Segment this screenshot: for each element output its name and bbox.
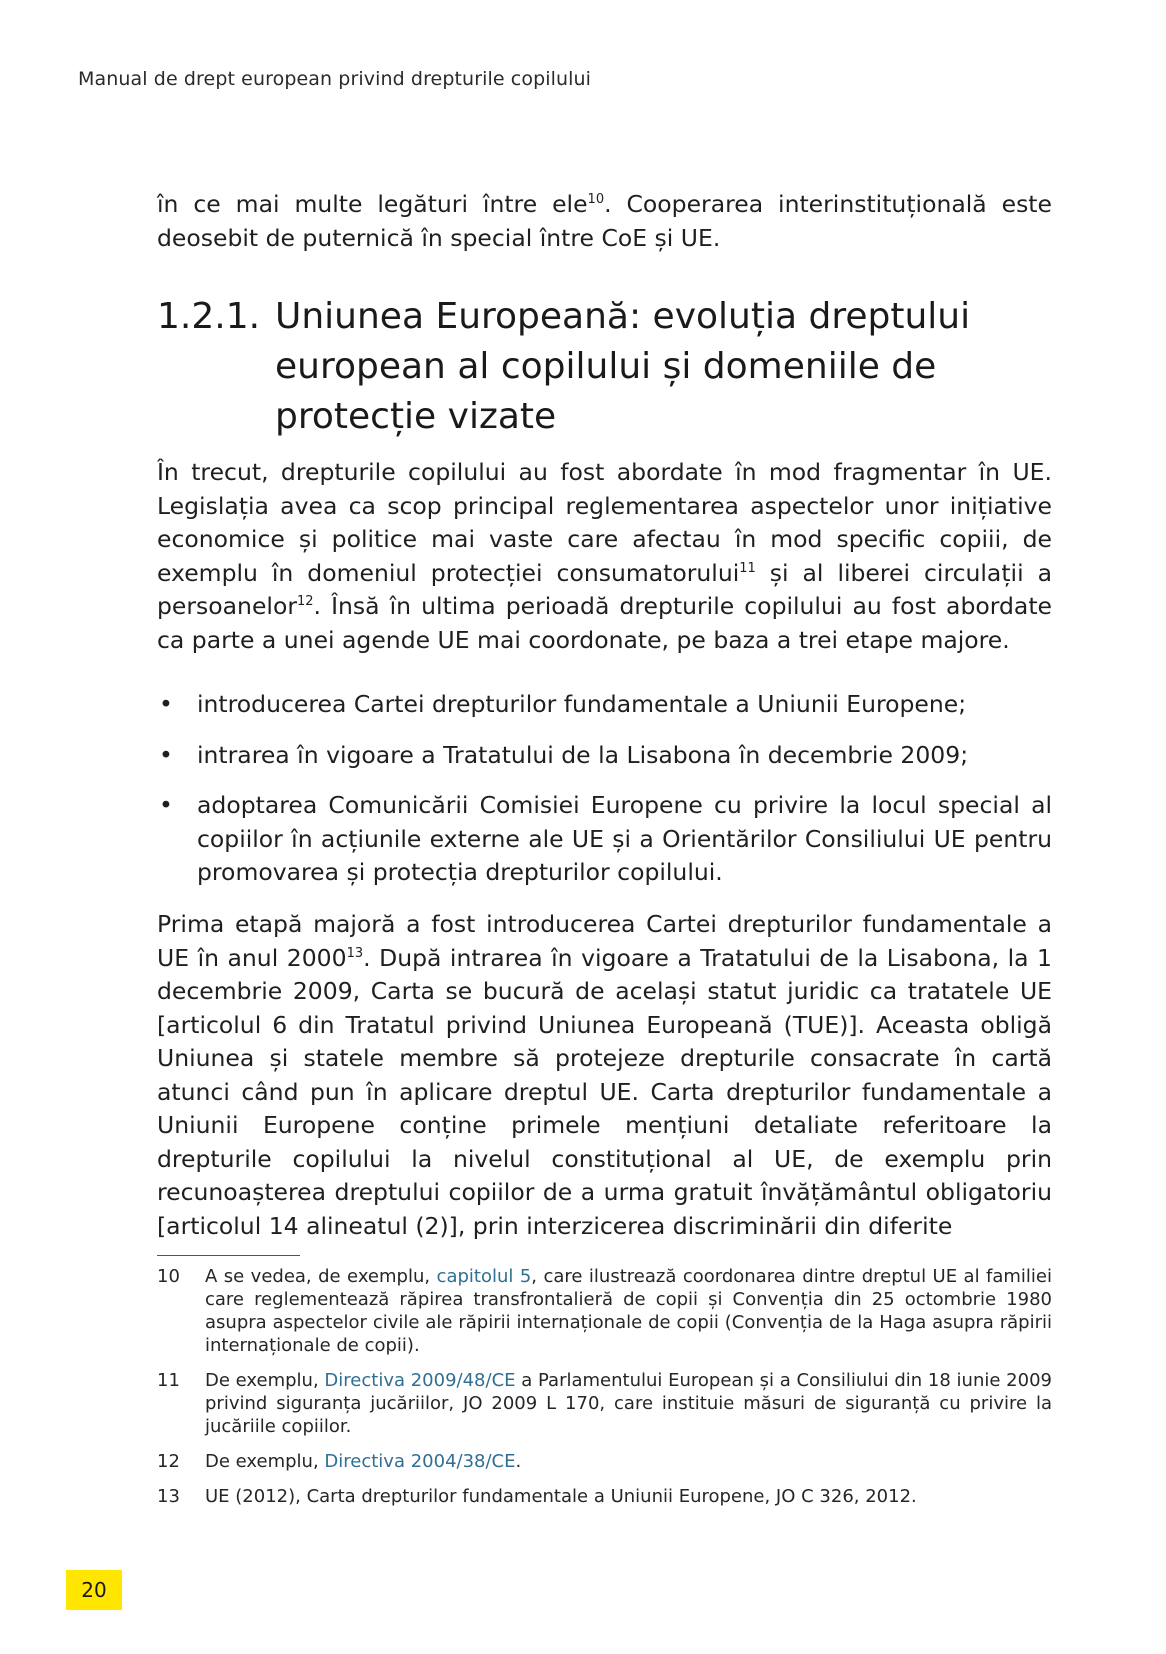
footnote-text-b: , care ilustrează coordonarea dintre dreptul UE al familiei care reglementează răpirea transfrontalieră de copii și Convenția din 25 octombrie 1980 asupra aspectelor civile ale răpirii internaționale de copii (Convenția de la Haga asupra răpirii internaționale de copii). [205, 1266, 1053, 1356]
section-title: Uniunea Europeană: evoluția dreptului european al copilului și domeniile de protecție vizate [275, 296, 971, 437]
footnote-text-b: . [515, 1451, 522, 1472]
footnote-text-a: A se vedea, de exemplu, [205, 1266, 437, 1287]
milestones-list [157, 688, 1052, 907]
footnotes [157, 1265, 1052, 1520]
footnote-link-directive-2004-38[interactable]: Directiva 2004/38/CE [324, 1451, 516, 1472]
footnote-text-a: De exemplu, [205, 1370, 325, 1391]
section-heading [157, 292, 1057, 442]
footnote-11 [157, 1369, 1052, 1438]
list-item-text: introducerea Cartei drepturilor fundamentale a Uniunii Europene; [197, 690, 967, 718]
footnote-ref-13[interactable]: 13 [346, 945, 364, 961]
footnote-text [205, 1450, 1052, 1473]
paragraph-history [157, 456, 1052, 657]
paragraph-charter [157, 908, 1052, 1243]
footnote-number: 11 [157, 1370, 180, 1391]
para1-text-b: și al liberei circulații a persoanelor [157, 558, 1052, 620]
intro-text-b: . Cooperarea interinstituțională este deosebit de puternică în special între CoE și UE. [157, 190, 1052, 252]
list-item [157, 739, 1052, 773]
para2-text-b: . După intrarea în vigoare a Tratatului de la Lisabona, la 1 decembrie 2009, Carta se bucură de același statut juridic ca tratatele UE [articolul 6 din Tratatul privind Uniunea Europeană (TUE)]. Aceasta obligă Uniunea și statele membre să protejeze drepturile consacrate în cartă atunci când pun în aplicare dreptul UE. Carta drepturilor fundamentale a Uniunii Europene conține primele mențiuni detaliate referitoare la drepturile copilului la nivelul constituțional al UE, de exemplu prin recunoașterea dreptului copiilor de a urma gratuit învățământul obligatoriu [articolul 14 alineatul (2)], prin interzicerea discriminării din diferite [157, 943, 1053, 1240]
intro-text-a: în ce mai multe legături între ele [157, 190, 588, 218]
footnote-text-b: a Parlamentului European și a Consiliului din 18 iunie 2009 privind siguranța jucăriilor, JO 2009 L 170, care instituie măsuri de siguranță cu privire la jucăriile copiilor. [205, 1370, 1052, 1437]
footnote-text [205, 1485, 1052, 1508]
footnote-text-a: De exemplu, [205, 1451, 325, 1472]
footnote-ref-10[interactable]: 10 [587, 192, 605, 208]
list-item [157, 789, 1052, 890]
footnote-divider [157, 1255, 300, 1256]
section-number: 1.2.1. [157, 296, 261, 337]
list-item-text: intrarea în vigoare a Tratatului de la Lisabona în decembrie 2009; [197, 740, 969, 769]
page-number: 20 [66, 1570, 122, 1610]
bullet-marker: • [159, 791, 173, 819]
bullet-marker: • [159, 740, 173, 769]
footnote-10 [157, 1265, 1052, 1357]
para1-text-a: În trecut, drepturile copilului au fost abordate în mod fragmentar în UE. Legislația avea ca scop principal reglementarea aspectelor unor inițiative economice și politice mai vaste care afectau în mod specific copiii, de exemplu în domeniul protecției consumatorului [157, 458, 1052, 587]
footnote-text [205, 1265, 1052, 1357]
footnote-number: 13 [157, 1486, 180, 1507]
footnote-text-a: UE (2012), Carta drepturilor fundamentale a Uniunii Europene, JO C 326, 2012. [205, 1486, 917, 1507]
running-header: Manual de drept european privind drepturile copilului [78, 68, 592, 90]
footnote-number: 10 [157, 1266, 180, 1287]
intro-paragraph [157, 188, 1052, 255]
para2-text-a: Prima etapă majoră a fost introducerea Cartei drepturilor fundamentale a UE în anul 2000 [157, 910, 1052, 972]
footnote-link-directive-2009-48[interactable]: Directiva 2009/48/CE [324, 1370, 516, 1391]
footnote-link-chapter-5[interactable]: capitolul 5 [436, 1266, 532, 1287]
footnote-text [205, 1369, 1052, 1438]
footnote-13 [157, 1485, 1052, 1508]
footnote-12 [157, 1450, 1052, 1473]
footnote-ref-12[interactable]: 12 [296, 594, 314, 610]
para1-text-c: . Însă în ultima perioadă drepturile copilului au fost abordate ca parte a unei agende UE mai coordonate, pe baza a trei etape majore. [157, 592, 1052, 654]
bullet-marker: • [159, 690, 173, 718]
footnote-ref-11[interactable]: 11 [739, 560, 756, 576]
list-item [157, 688, 1052, 722]
list-item-text: adoptarea Comunicării Comisiei Europene cu privire la locul special al copiilor în acțiunile externe ale UE și a Orientărilor Consiliului UE pentru promovarea și protecția drepturilor copilului. [197, 791, 1052, 886]
footnote-number: 12 [157, 1451, 180, 1472]
